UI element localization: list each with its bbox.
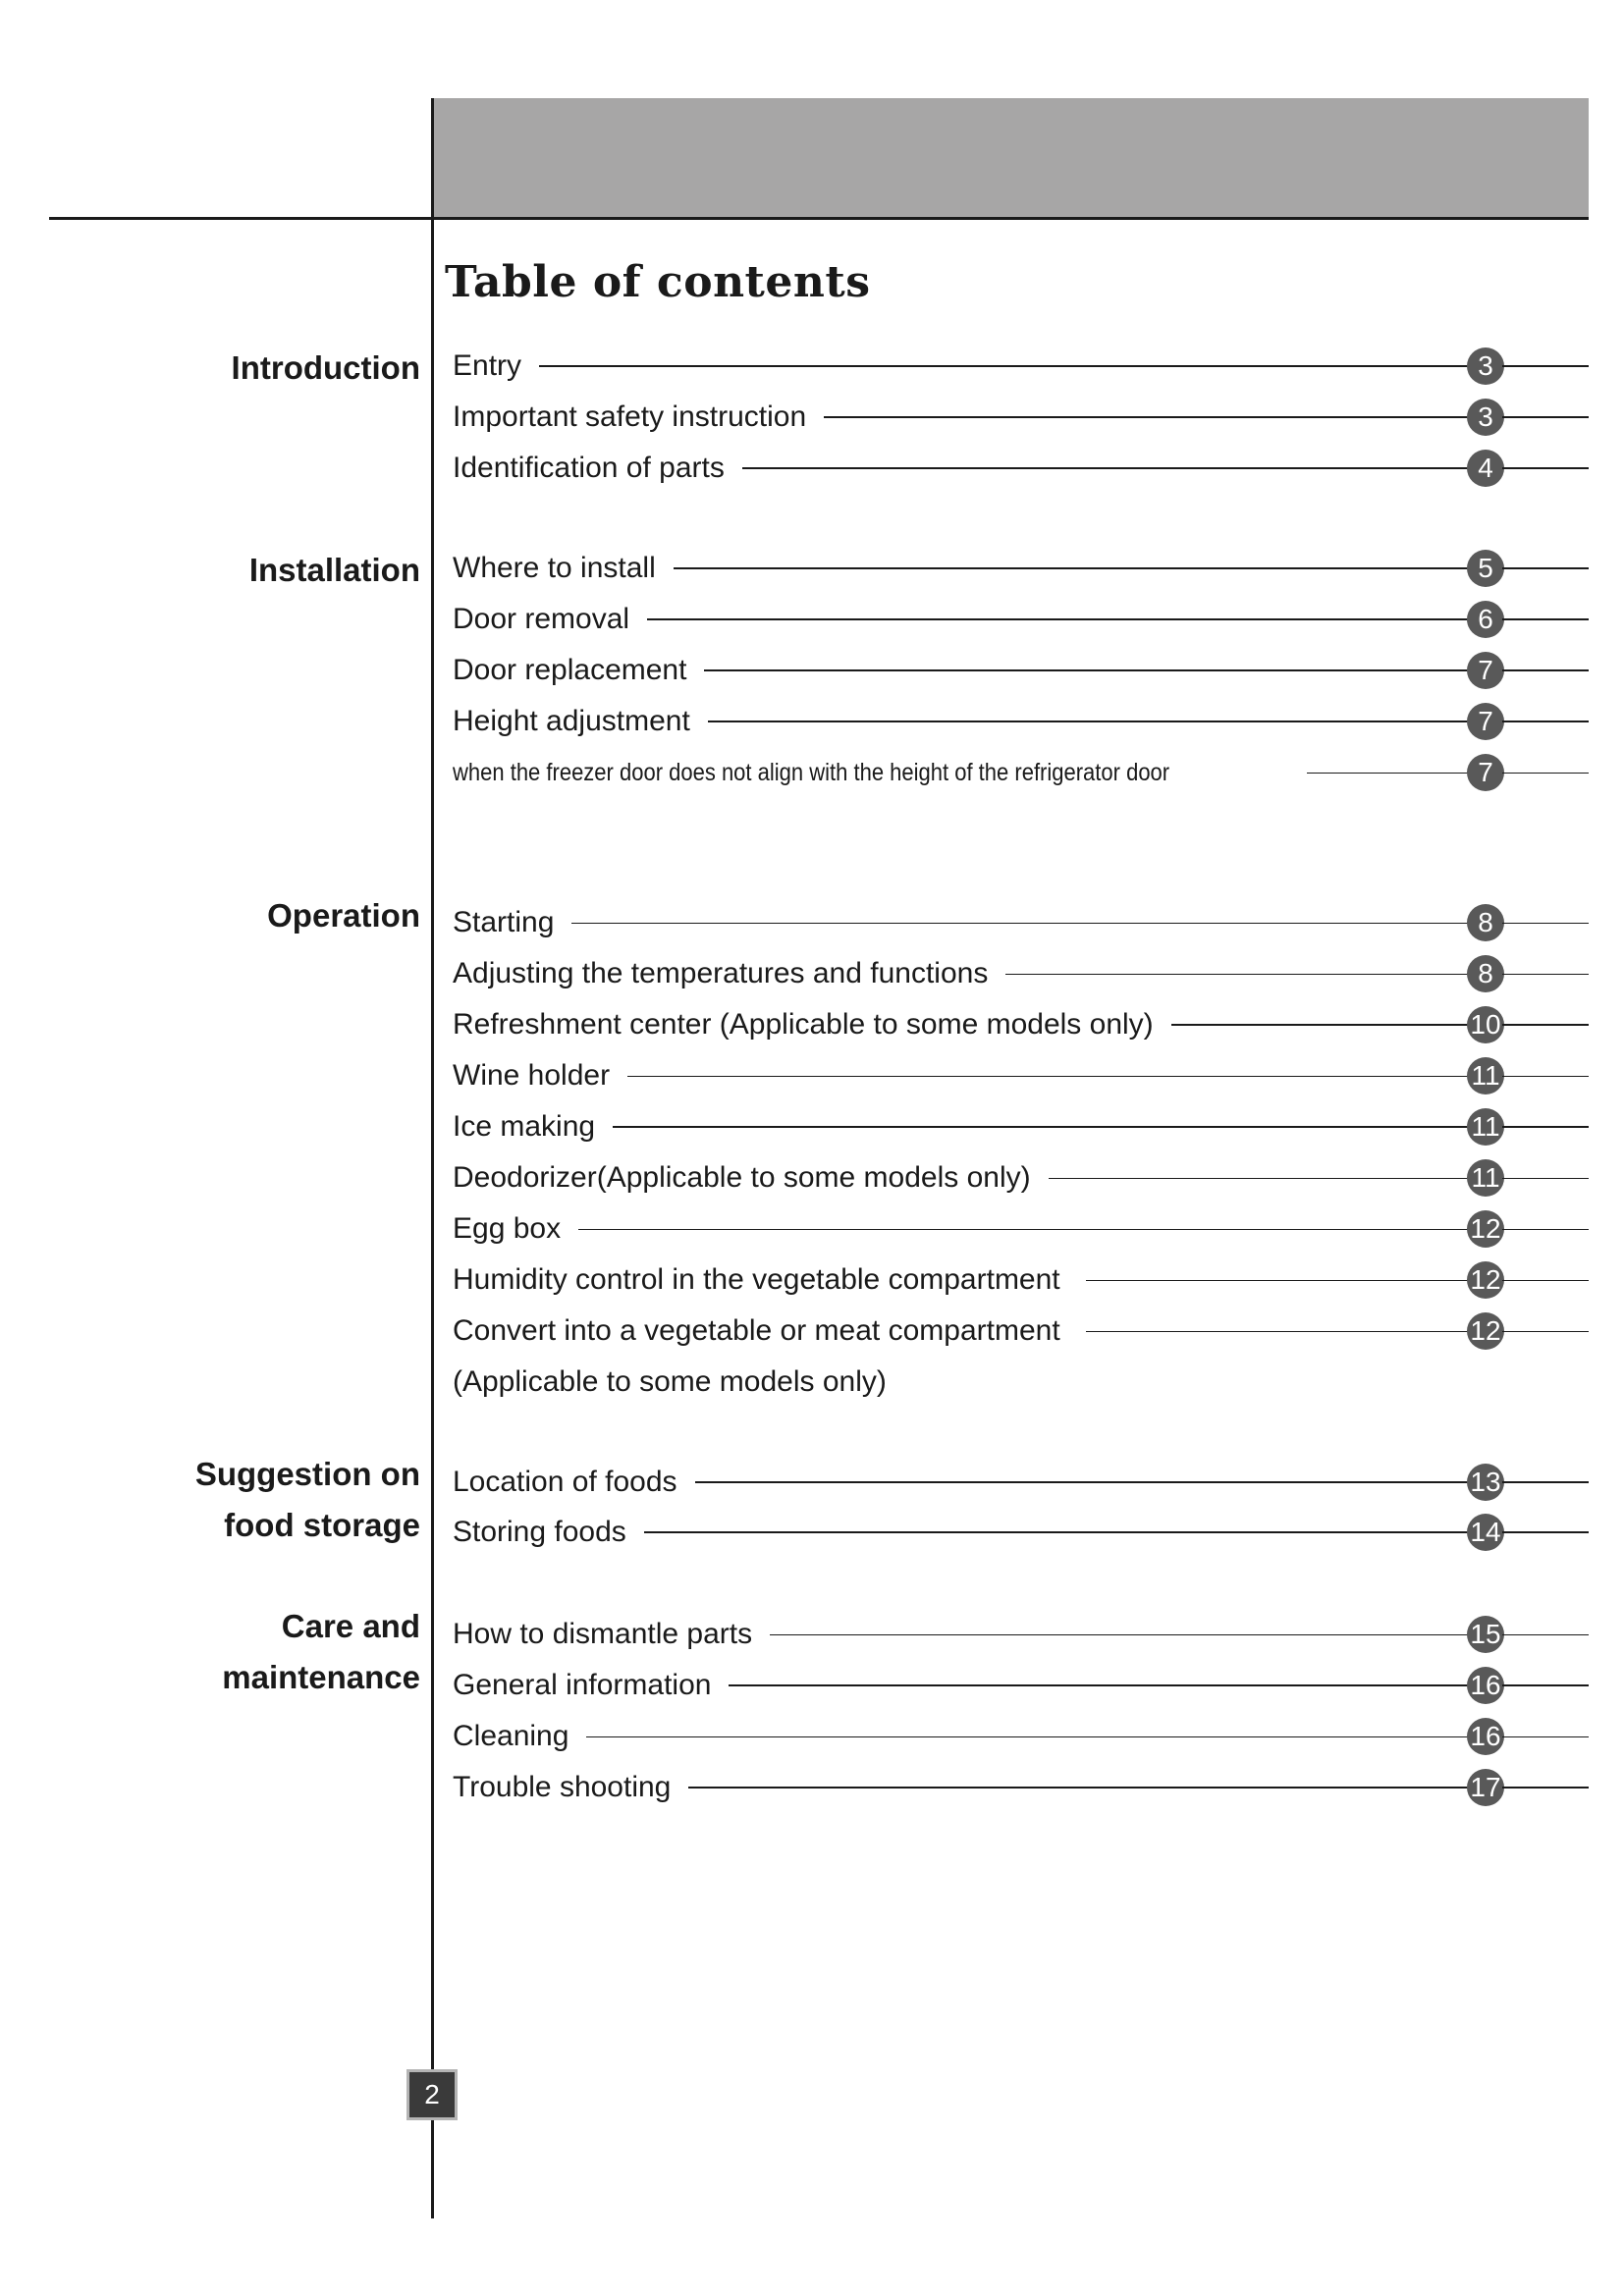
toc-entry-refreshment-center[interactable] — [453, 1003, 1589, 1046]
leader-tail — [1502, 923, 1589, 924]
leader-line — [695, 1481, 1469, 1483]
toc-entry-label: Identification of parts — [453, 452, 725, 484]
page-number-badge: 4 — [1467, 450, 1504, 487]
toc-entry-freezer-door-align[interactable] — [453, 751, 1589, 794]
vertical-rule — [431, 98, 434, 2218]
leader-tail — [1502, 1531, 1589, 1533]
leader-line — [1005, 974, 1469, 975]
page-number-badge: 6 — [1467, 601, 1504, 638]
toc-entry-ice-making[interactable] — [453, 1105, 1589, 1148]
toc-entry-entry[interactable] — [453, 345, 1589, 388]
section-label-operation — [267, 890, 420, 941]
toc-entry-label: Egg box — [453, 1212, 562, 1245]
toc-entry-label: Location of foods — [453, 1466, 677, 1498]
page-number-badge: 15 — [1467, 1616, 1504, 1653]
leader-line — [674, 567, 1469, 569]
leader-tail — [1502, 1481, 1589, 1483]
leader-tail — [1502, 721, 1589, 722]
toc-entry-label: Starting — [453, 906, 555, 938]
leader-line — [742, 467, 1469, 469]
toc-entry-wine-holder[interactable] — [453, 1054, 1589, 1097]
toc-entry-label: Wine holder — [453, 1059, 611, 1092]
page-number-badge: 16 — [1467, 1718, 1504, 1755]
toc-entry-label: General information — [453, 1669, 712, 1701]
page-number-badge: 8 — [1467, 955, 1504, 992]
toc-entry-label: Ice making — [453, 1110, 596, 1143]
toc-entry-label: Important safety instruction — [453, 400, 807, 433]
leader-line — [613, 1126, 1469, 1128]
leader-line — [578, 1229, 1469, 1230]
top-rule — [49, 217, 1589, 220]
leader-line — [1049, 1178, 1469, 1179]
toc-entry-humidity-control[interactable] — [453, 1258, 1589, 1302]
page-number-badge: 5 — [1467, 550, 1504, 587]
toc-entry-starting[interactable] — [453, 901, 1589, 944]
toc-entry-trouble-shooting[interactable] — [453, 1766, 1589, 1809]
page-number-badge: 7 — [1467, 703, 1504, 740]
page-number-badge: 3 — [1467, 347, 1504, 385]
toc-entry-convert-compartment[interactable] — [453, 1309, 1589, 1353]
toc-entry-label: Door removal — [453, 603, 630, 635]
leader-line — [708, 721, 1469, 722]
page-number-badge: 11 — [1467, 1108, 1504, 1146]
section-label-line: food storage — [224, 1507, 420, 1543]
leader-tail — [1502, 1684, 1589, 1686]
page-number-badge: 8 — [1467, 904, 1504, 941]
leader-tail — [1502, 1178, 1589, 1179]
leader-line — [647, 618, 1469, 620]
leader-tail — [1502, 1736, 1589, 1737]
toc-entry-storing-foods[interactable] — [453, 1511, 1589, 1554]
toc-entry-label: when the freezer door does not align with the height of the refrigerator door — [453, 758, 1170, 786]
toc-entry-label: Convert into a vegetable or meat compartment — [453, 1314, 1060, 1347]
toc-entry-label: Adjusting the temperatures and functions — [453, 957, 989, 989]
toc-entry-parts[interactable] — [453, 447, 1589, 490]
leader-tail — [1502, 773, 1589, 774]
toc-entry-egg-box[interactable] — [453, 1207, 1589, 1251]
leader-tail — [1502, 1787, 1589, 1789]
section-label-installation — [249, 545, 420, 596]
toc-entry-label: Trouble shooting — [453, 1771, 672, 1803]
header-band — [432, 98, 1589, 219]
leader-tail — [1502, 1126, 1589, 1128]
section-label-line: Care and — [281, 1608, 420, 1644]
toc-entry-applicable-note — [453, 1361, 1589, 1404]
leader-line — [704, 669, 1469, 671]
leader-line — [644, 1531, 1469, 1533]
toc-entry-label: Storing foods — [453, 1516, 626, 1548]
page-number-badge: 11 — [1467, 1057, 1504, 1095]
leader-line — [770, 1634, 1469, 1635]
leader-tail — [1502, 1634, 1589, 1635]
toc-entry-where-to-install[interactable] — [453, 547, 1589, 590]
toc-entry-height-adjustment[interactable] — [453, 700, 1589, 743]
page-number-badge: 14 — [1467, 1514, 1504, 1551]
page-number-badge: 10 — [1467, 1006, 1504, 1043]
page-number-badge: 7 — [1467, 652, 1504, 689]
section-label-line: Suggestion on — [194, 1456, 420, 1492]
leader-tail — [1502, 1331, 1589, 1332]
section-label-line: Installation — [248, 552, 420, 588]
leader-line — [539, 365, 1469, 367]
toc-entry-door-removal[interactable] — [453, 598, 1589, 641]
leader-line — [688, 1787, 1469, 1789]
toc-entry-adjusting-temperatures[interactable] — [453, 952, 1589, 995]
toc-entry-deodorizer[interactable] — [453, 1156, 1589, 1200]
toc-entry-dismantle-parts[interactable] — [453, 1613, 1589, 1656]
leader-tail — [1502, 365, 1589, 367]
page-number-badge: 13 — [1467, 1464, 1504, 1501]
leader-line — [571, 923, 1469, 924]
leader-tail — [1502, 1024, 1589, 1026]
toc-entry-label: Cleaning — [453, 1720, 569, 1752]
toc-entry-safety[interactable] — [453, 396, 1589, 439]
toc-entry-label: Humidity control in the vegetable compartment — [453, 1263, 1060, 1296]
toc-entry-label: Deodorizer(Applicable to some models only) — [453, 1161, 1031, 1194]
section-label-line: maintenance — [222, 1659, 420, 1695]
leader-tail — [1502, 567, 1589, 569]
section-label-care — [222, 1601, 420, 1703]
page-number-badge: 17 — [1467, 1769, 1504, 1806]
toc-entry-cleaning[interactable] — [453, 1715, 1589, 1758]
leader-line — [1307, 773, 1469, 774]
leader-tail — [1502, 669, 1589, 671]
page-number-badge: 16 — [1467, 1667, 1504, 1704]
leader-line — [1171, 1024, 1469, 1026]
leader-tail — [1502, 1280, 1589, 1281]
leader-tail — [1502, 1229, 1589, 1230]
toc-entry-label: (Applicable to some models only) — [453, 1365, 887, 1398]
section-label-food-storage — [195, 1449, 420, 1551]
leader-line — [729, 1684, 1469, 1686]
leader-tail — [1502, 416, 1589, 418]
toc-entry-label: Where to install — [453, 552, 656, 584]
toc-entry-location-of-foods[interactable] — [453, 1461, 1589, 1504]
page-number-badge: 12 — [1467, 1261, 1504, 1299]
leader-tail — [1502, 618, 1589, 620]
toc-entry-door-replacement[interactable] — [453, 649, 1589, 692]
leader-line — [1086, 1280, 1469, 1281]
toc-entry-label: Entry — [453, 349, 522, 382]
leader-tail — [1502, 467, 1589, 469]
toc-entry-label: Refreshment center (Applicable to some models only) — [453, 1008, 1154, 1041]
page-number: 2 — [406, 2069, 458, 2120]
leader-line — [824, 416, 1469, 418]
page-number-badge: 7 — [1467, 754, 1504, 791]
toc-entry-label: Height adjustment — [453, 705, 690, 737]
toc-entry-general-information[interactable] — [453, 1664, 1589, 1707]
toc-entry-label: How to dismantle parts — [453, 1618, 753, 1650]
section-label-line: Introduction — [231, 349, 420, 386]
page-title: Table of contents — [445, 257, 871, 307]
leader-line — [586, 1736, 1469, 1737]
leader-line — [627, 1076, 1469, 1077]
page-number-badge: 3 — [1467, 399, 1504, 436]
leader-line — [1086, 1331, 1469, 1332]
section-label-introduction — [232, 343, 420, 394]
leader-tail — [1502, 974, 1589, 975]
section-label-line: Operation — [267, 897, 420, 934]
page-number-badge: 11 — [1467, 1159, 1504, 1197]
page-number-badge: 12 — [1467, 1210, 1504, 1248]
page-number-badge: 12 — [1467, 1312, 1504, 1350]
leader-tail — [1502, 1076, 1589, 1077]
toc-entry-label: Door replacement — [453, 654, 687, 686]
